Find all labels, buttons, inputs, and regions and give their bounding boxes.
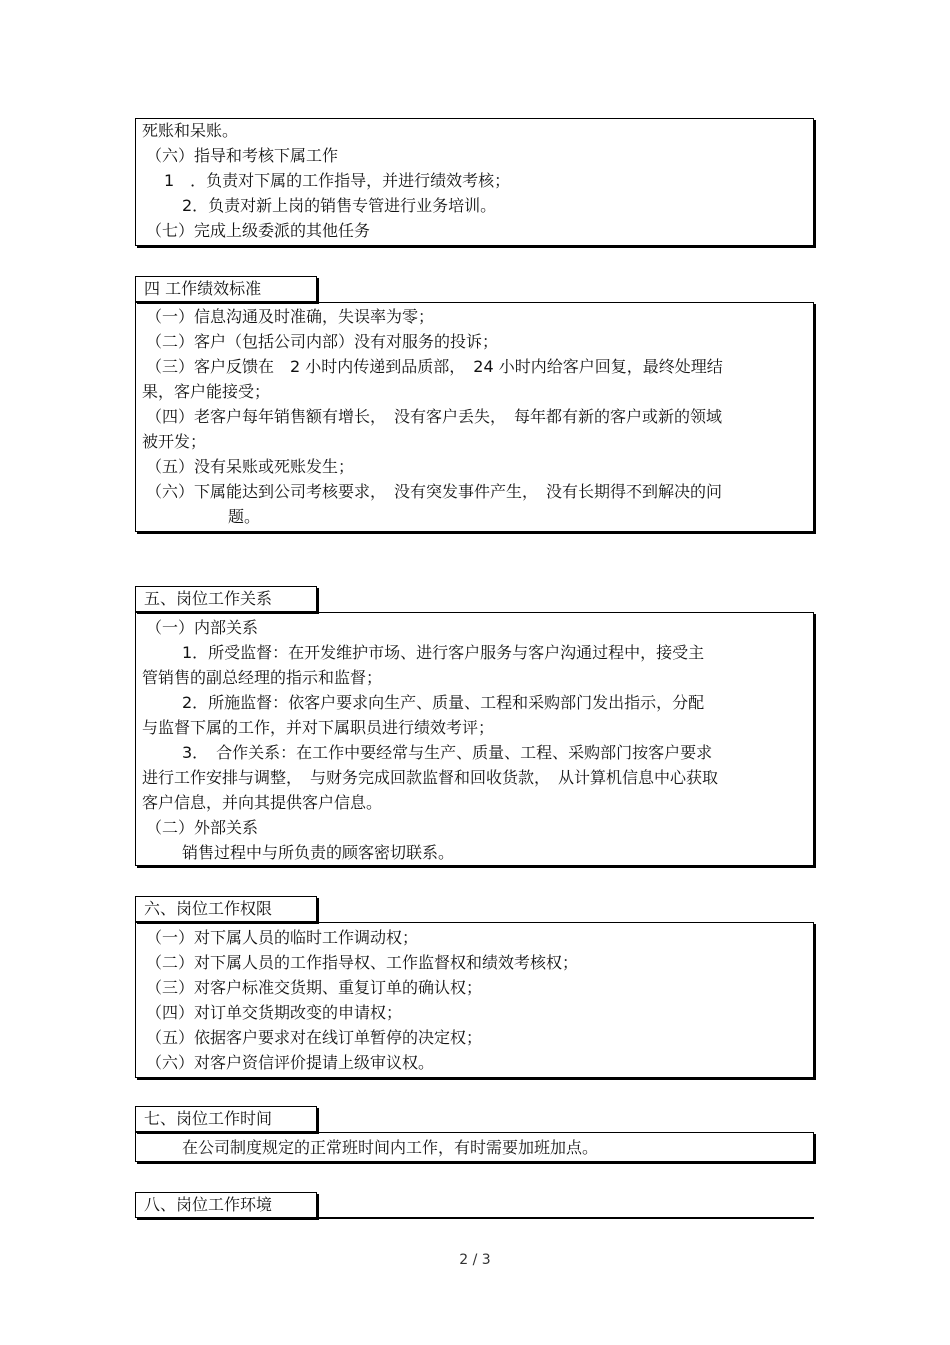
text-line: （一）信息沟通及时准确，失误率为零； xyxy=(146,307,435,326)
text-line: 在公司制度规定的正常班时间内工作，有时需要加班加点。 xyxy=(182,1138,599,1157)
text-line: （二）对下属人员的工作指导权、工作监督权和绩效考核权； xyxy=(146,953,579,972)
text-line: 3． 合作关系：在工作中要经常与生产、质量、工程、采购部门按客户要求 xyxy=(182,743,713,762)
text-line: （六）指导和考核下属工作 xyxy=(146,146,339,165)
text-line: （四）老客户每年销售额有增长， 没有客户丢失， 每年都有新的客户或新的领域 xyxy=(146,407,723,426)
text-line: （一）内部关系 xyxy=(146,618,259,637)
page-number: 2 / 3 xyxy=(459,1252,491,1268)
text-line: 2．负责对新上岗的销售专管进行业务培训。 xyxy=(182,196,497,215)
text-line: 题。 xyxy=(228,507,261,526)
section-6-box xyxy=(135,922,814,1078)
section-7-title: 七、岗位工作时间 xyxy=(135,1106,317,1132)
text-line: （三）对客户标准交货期、重复订单的确认权； xyxy=(146,978,483,997)
text-line: 与监督下属的工作，并对下属职员进行绩效考评； xyxy=(142,718,495,737)
text-line: （五）没有呆账或死账发生； xyxy=(146,457,355,476)
section-8-top-rule xyxy=(317,1217,814,1219)
text-line: 进行工作安排与调整， 与财务完成回款监督和回收货款， 从计算机信息中心获取 xyxy=(142,768,719,787)
text-line: （二）外部关系 xyxy=(146,818,259,837)
section-6-title: 六、岗位工作权限 xyxy=(135,896,317,922)
text-line: （三）客户反馈在 2 小时内传递到品质部， 24 小时内给客户回复，最终处理结 xyxy=(146,357,723,376)
section-3-continued-box xyxy=(135,118,814,246)
text-line: （七）完成上级委派的其他任务 xyxy=(146,221,371,240)
section-7-box xyxy=(135,1132,814,1162)
text-line: 客户信息，并向其提供客户信息。 xyxy=(142,793,383,812)
text-line: （六）对客户资信评价提请上级审议权。 xyxy=(146,1053,435,1072)
section-8-title: 八、岗位工作环境 xyxy=(135,1192,317,1218)
text-line: 死账和呆账。 xyxy=(142,121,239,140)
text-line: （四）对订单交货期改变的申请权； xyxy=(146,1003,403,1022)
text-line: 1 ．负责对下属的工作指导，并进行绩效考核； xyxy=(164,171,511,190)
section-5-box xyxy=(135,612,814,866)
text-line: 销售过程中与所负责的顾客密切联系。 xyxy=(182,843,455,862)
section-4-title: 四 工作绩效标准 xyxy=(135,276,317,302)
section-5-title: 五、岗位工作关系 xyxy=(135,586,317,612)
text-line: 果，客户能接受； xyxy=(142,382,271,401)
text-line: 2．所施监督：依客户要求向生产、质量、工程和采购部门发出指示，分配 xyxy=(182,693,705,712)
text-line: 管销售的副总经理的指示和监督； xyxy=(142,668,383,687)
text-line: 1．所受监督：在开发维护市场、进行客户服务与客户沟通过程中，接受主 xyxy=(182,643,705,662)
text-line: （六）下属能达到公司考核要求， 没有突发事件产生， 没有长期得不到解决的问 xyxy=(146,482,723,501)
text-line: （二）客户（包括公司内部）没有对服务的投诉； xyxy=(146,332,499,351)
text-line: 被开发； xyxy=(142,432,207,451)
text-line: （五）依据客户要求对在线订单暂停的决定权； xyxy=(146,1028,483,1047)
section-4-box xyxy=(135,302,814,532)
text-line: （一）对下属人员的临时工作调动权； xyxy=(146,928,419,947)
